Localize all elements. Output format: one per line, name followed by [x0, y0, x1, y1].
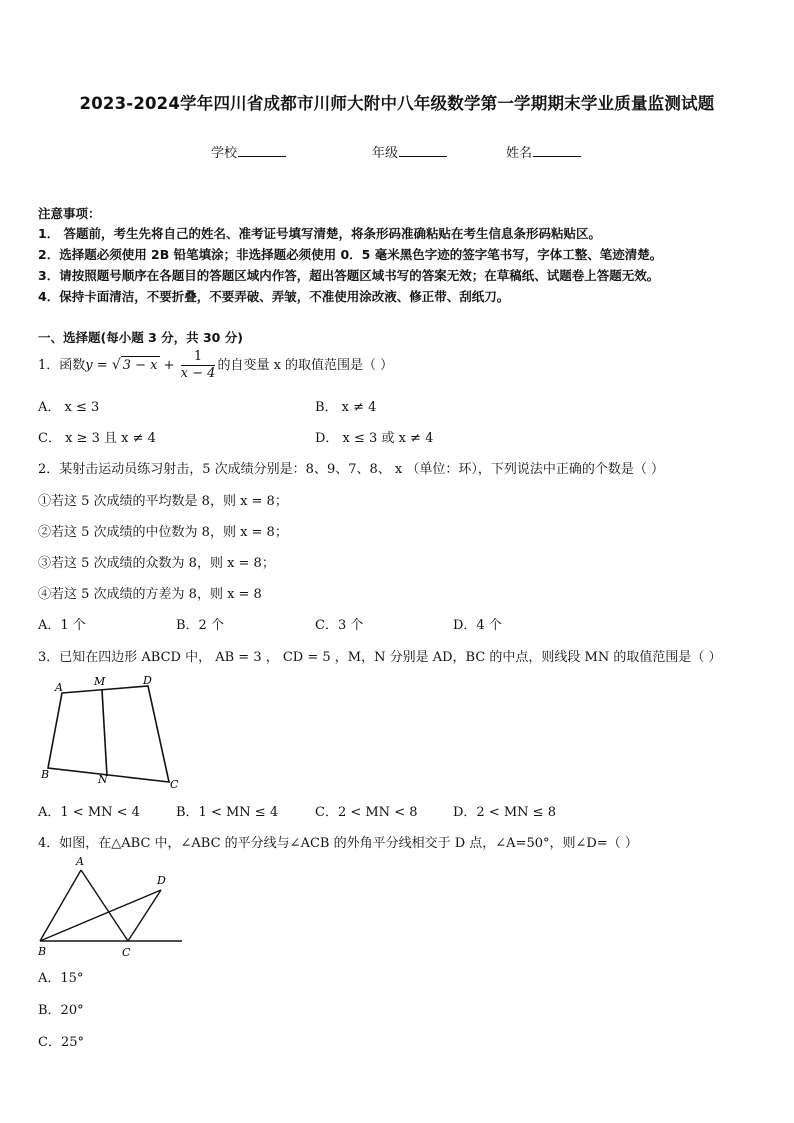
q3-option-c: C．2 < MN < 8 [315, 805, 418, 820]
q2-statement: ③若这 5 次成绩的众数为 8，则 x = 8； [38, 556, 275, 571]
q2-option-b: B．2 个 [176, 618, 224, 633]
segment-bd [40, 890, 161, 941]
q4-triangle-figure [34, 852, 194, 962]
notice-heading: 注意事项： [38, 206, 101, 221]
q3-option-a: A．1 < MN < 4 [38, 805, 140, 820]
q4-stem: 4．如图，在△ABC 中，∠ABC 的平分线与∠ACB 的外角平分线相交于 D 点，∠A=50°，则∠D=（ ） [38, 836, 638, 851]
q2-statement: ④若这 5 次成绩的方差为 8，则 x = 8 [38, 587, 262, 602]
label-c: C [170, 778, 179, 791]
label-d: D [143, 674, 152, 687]
q4-option-a: A．15° [38, 971, 84, 986]
label-c: C [122, 946, 131, 959]
notice-item: 2．选择题必须使用 2B 铅笔填涂；非选择题必须使用 0．5 毫米黑色字迹的签字笔书写，字体工整、笔迹清楚。 [38, 247, 663, 262]
q3-option-d: D．2 < MN ≤ 8 [453, 805, 556, 820]
q1-option-d: D． x ≤ 3 或 x ≠ 4 [315, 431, 434, 446]
segment-mn [102, 690, 107, 776]
q2-statement: ①若这 5 次成绩的平均数是 8，则 x = 8； [38, 494, 288, 509]
school-label: 学校 [211, 146, 238, 161]
q4-option-c: C．25° [38, 1035, 84, 1050]
q3-stem: 3．已知在四边形 ABCD 中， AB = 3 ， CD = 5 ，M，N 分别是 AD，BC 的中点，则线段 MN 的取值范围是（ ） [38, 650, 722, 665]
q2-option-c: C．3 个 [315, 618, 364, 633]
q1-option-c: C． x ≥ 3 且 x ≠ 4 [38, 431, 156, 446]
q1-option-a: A． x ≤ 3 [38, 400, 100, 415]
q4-option-b: B．20° [38, 1003, 84, 1018]
label-b: B [41, 768, 50, 781]
name-label: 姓名 [506, 146, 533, 161]
side-ac [81, 870, 128, 941]
notice-item: 3．请按照题号顺序在各题目的答题区域内作答，超出答题区域书写的答案无效；在草稿纸、试题卷上答题无效。 [38, 268, 660, 283]
label-n: N [98, 773, 108, 786]
name-blank [533, 144, 581, 157]
q2-stem: 2．某射击运动员练习射击，5 次成绩分别是：8、9、7、8、 x （单位：环），下列说法中正确的个数是（ ） [38, 462, 664, 477]
label-a: A [76, 855, 84, 868]
school-field [211, 142, 286, 161]
q1-option-b: B． x ≠ 4 [315, 400, 377, 415]
q3-option-b: B．1 < MN ≤ 4 [176, 805, 279, 820]
q2-statement: ②若这 5 次成绩的中位数为 8，则 x = 8； [38, 525, 288, 540]
q1-fraction: $\frac{1}{x - 4}$ [180, 349, 216, 381]
q2-option-a: A．1 个 [38, 618, 86, 633]
label-m: M [94, 675, 106, 688]
section-heading: 一、选择题(每小题 3 分，共 30 分) [38, 330, 243, 345]
school-blank [238, 144, 286, 157]
q1-radicand: 3 − x [122, 358, 158, 373]
side-ab [40, 870, 81, 941]
notice-item: 4．保持卡面清洁，不要折叠，不要弄破、弄皱，不准使用涂改液、修正带、刮纸刀。 [38, 289, 510, 304]
label-b: B [38, 945, 47, 958]
grade-blank [399, 144, 447, 157]
q2-option-d: D．4 个 [453, 618, 502, 633]
q1-stem: 1．函数y = √ 3 − x + $\frac{1}{x - 4}$ 的自变量 x 的取值范围是（ ） [38, 349, 394, 381]
q3-quadrilateral-figure [36, 672, 186, 792]
name-field [506, 142, 581, 161]
grade-label: 年级 [372, 146, 399, 161]
label-a: A [55, 681, 63, 694]
page-title: 2023-2024学年四川省成都市川师大附中八年级数学第一学期期末学业质量监测试题 [79, 94, 715, 113]
notice-item: 1． 答题前，考生先将自己的姓名、准考证号填写清楚，将条形码准确粘贴在考生信息条形码粘贴区。 [38, 226, 602, 241]
quadrilateral-abcd [48, 686, 169, 782]
grade-field [372, 142, 447, 161]
label-d: D [157, 874, 166, 887]
